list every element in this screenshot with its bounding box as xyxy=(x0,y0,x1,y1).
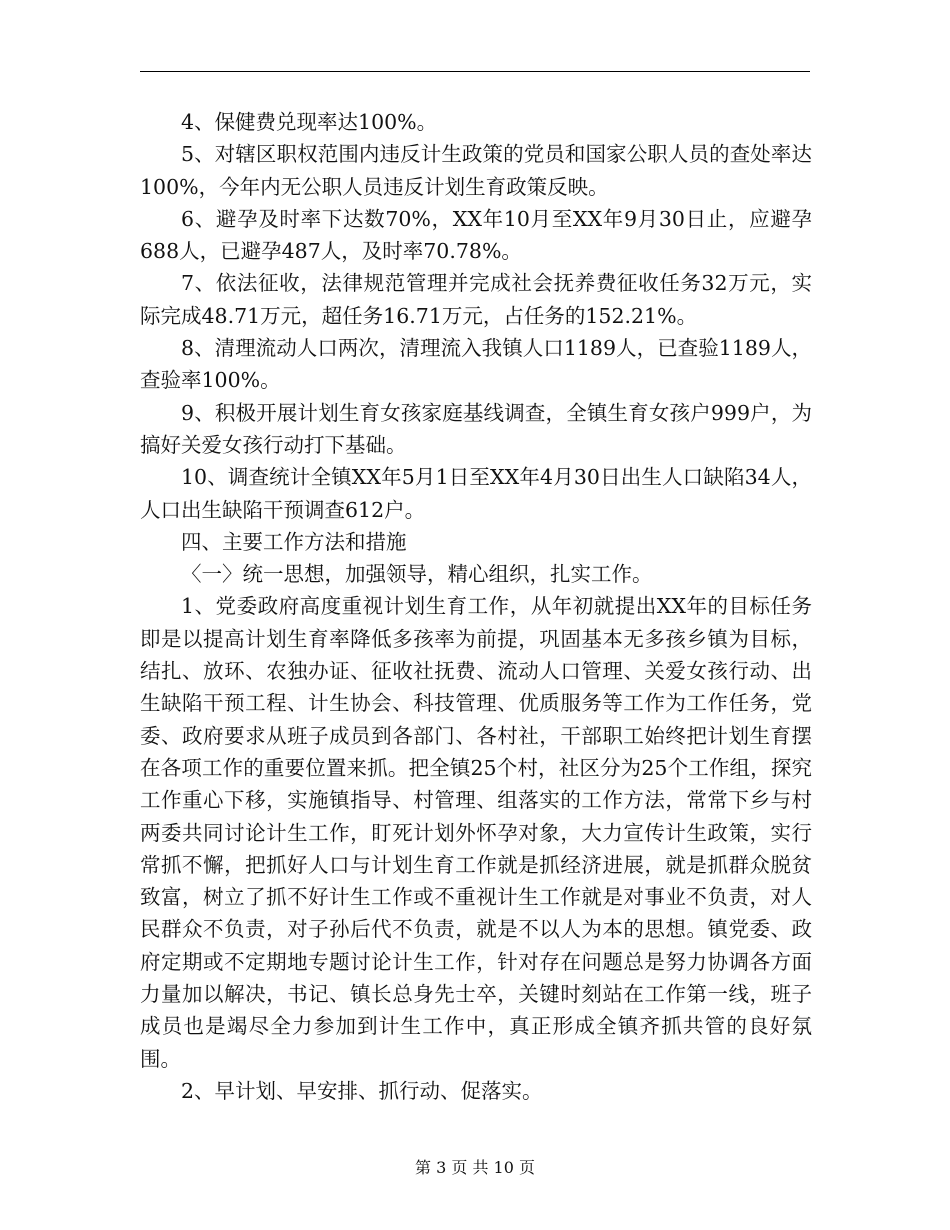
paragraph-item-7: 7、依法征收，法律规范管理并完成社会抚养费征收任务32万元，实际完成48.71万元，超任务16.71万元，占任务的152.21%。 xyxy=(140,271,812,328)
paragraph-item-8: 8、清理流动人口两次，清理流入我镇人口1189人，已查验1189人，查验率100%。 xyxy=(140,336,812,393)
paragraph-item-6: 6、避孕及时率下达数70%，XX年10月至XX年9月30日止，应避孕688人，已避孕487人，及时率70.78%。 xyxy=(140,206,812,264)
document-body xyxy=(140,106,812,1107)
subsection-heading: 〈一〉统一思想，加强领导，精心组织，扎实工作。 xyxy=(181,562,653,587)
footer-total-pages: 10 xyxy=(493,1158,514,1177)
footer-suffix: 页 xyxy=(519,1158,536,1177)
section-heading: 四、主要工作方法和措施 xyxy=(181,529,407,554)
footer-middle: 页 共 xyxy=(451,1158,489,1177)
footer-page-number: 3 xyxy=(436,1158,447,1177)
measure-paragraph-1: 1、党委政府高度重视计划生育工作，从年初就提出XX年的目标任务即是以提高计划生育率降低多孩率为前提，巩固基本无多孩乡镇为目标，结扎、放环、农独办证、征收社抚费、流动人口管理、关爱女孩行动、出生缺陷干预工程、计生协会、科技管理、优质服务等工作为工作任务，党委、政府要求从班子成员到各部门、各村社，干部职工始终把计划生育摆在各项工作的重要位置来抓。把全镇25个村，社区分为25个工作组，探究工作重心下移，实施镇指导、村管理、组落实的工作方法，常常下乡与村两委共同讨论计生工作，盯死计划外怀孕对象，大力宣传计生政策，实行常抓不懈，把抓好人口与计划生育工作就是抓经济进展，就是抓群众脱贫致富，树立了抓不好计生工作或不重视计生工作就是对事业不负责，对人民群众不负责，对子孙后代不负责，就是不以人为本的思想。镇党委、政府定期或不定期地专题讨论计生工作，针对存在问题总是努力协调各方面力量加以解决，书记、镇长总身先士卒，关键时刻站在工作第一线，班子成员也是竭尽全力参加到计生工作中，真正形成全镇齐抓共管的良好氛围。 xyxy=(140,594,812,1071)
header-rule xyxy=(140,71,810,72)
footer-prefix: 第 xyxy=(414,1158,431,1177)
paragraph-item-4: 4、保健费兑现率达100%。 xyxy=(181,110,438,134)
paragraph-item-5: 5、对辖区职权范围内违反计生政策的党员和国家公职人员的查处率达100%，今年内无公职人员违反计划生育政策反映。 xyxy=(140,142,812,199)
paragraph-item-9: 9、积极开展计划生育女孩家庭基线调查，全镇生育女孩户999户，为搞好关爱女孩行动打下基础。 xyxy=(140,400,812,457)
paragraph-item-10: 10、调查统计全镇XX年5月1日至XX年4月30日出生人口缺陷34人，人口出生缺陷干预调查612户。 xyxy=(140,465,812,522)
measure-paragraph-2: 2、早计划、早安排、抓行动、促落实。 xyxy=(181,1078,543,1103)
page-footer xyxy=(0,1155,950,1178)
